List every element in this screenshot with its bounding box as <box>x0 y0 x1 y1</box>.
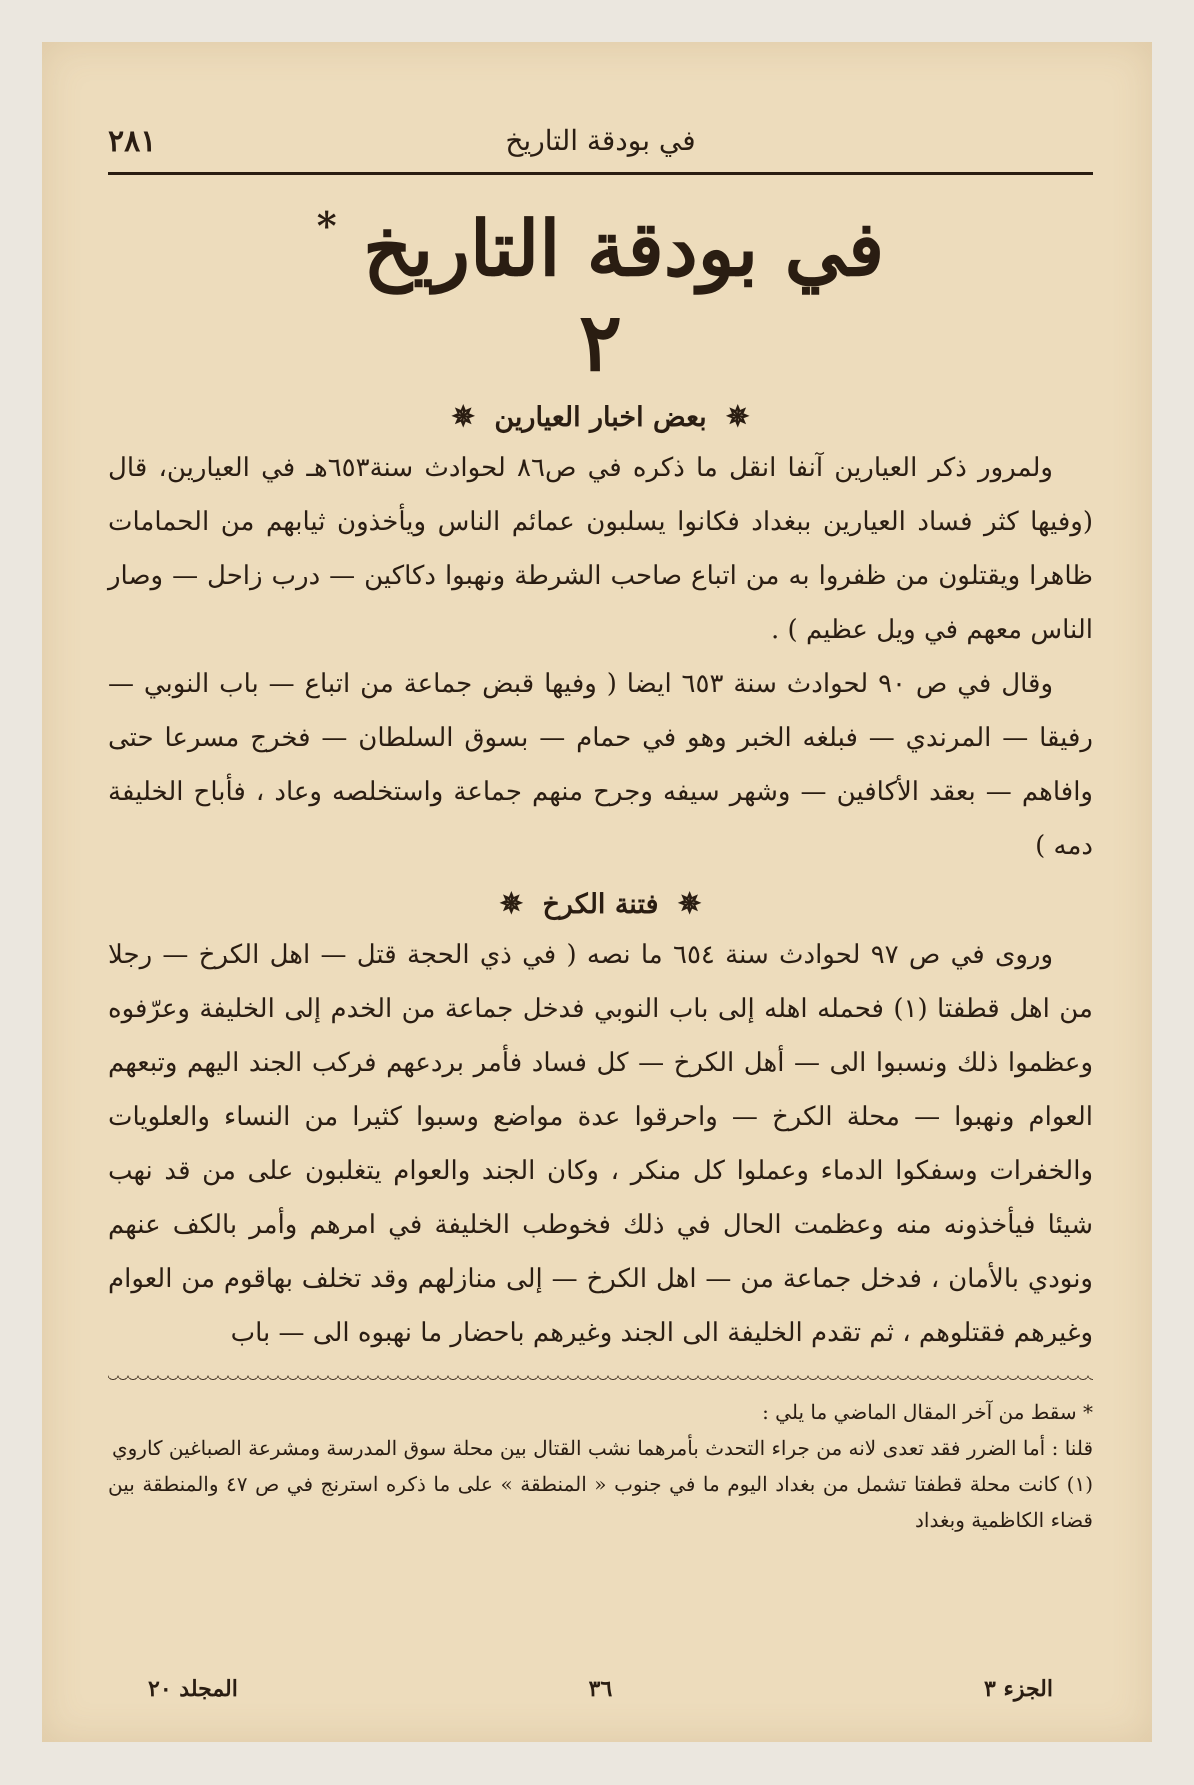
footer-page-number: ٣٦ <box>588 1676 613 1702</box>
section-heading-text: فتنة الكرخ <box>542 889 659 921</box>
footnote-divider <box>108 1374 1093 1384</box>
footer-volume: المجلد ٢٠ <box>148 1676 238 1702</box>
section-heading-karkh <box>108 887 1093 920</box>
article-part-number: ٢ <box>579 295 622 390</box>
title-footnote-mark: * <box>316 203 337 248</box>
section-heading-text: بعض اخبار العيارين <box>494 402 707 434</box>
paragraph: ولمرور ذكر العيارين آنفا انقل ما ذكره في ص٨٦ لحوادث سنة٦٥٣هـ في العيارين، قال (وفيها كثر فساد العيارين ببغداد فكانوا يسلبون عمائم الناس ويأخذون ثيابهم من الحمامات ظاهرا ويقتلون من ظفروا به من اتباع صاحب الشرطة ونهبوا دكاكين — درب زاحل — وصار الناس معهم في ويل عظيم ) . <box>108 453 1093 646</box>
footnote: (١) كانت محلة قطفتا تشمل من بغداد اليوم ما في جنوب « المنطقة » على ما ذكره استرنج في ص ٤٧ والمنطقة بين قضاء الكاظمية وبغداد <box>108 1472 1093 1533</box>
page-content <box>108 112 1093 1538</box>
ornament-icon: ✵ <box>726 400 750 434</box>
page-footer <box>108 1676 1093 1712</box>
ornament-icon: ✵ <box>677 887 702 921</box>
section-heading-ayyarin <box>108 400 1093 433</box>
article-title-text: في بودقة التاريخ <box>363 204 885 293</box>
paragraph: وقال في ص ٩٠ لحوادث سنة ٦٥٣ ايضا ( وفيها قبض جماعة من اتباع — باب النوبي — رفيقا — المرندي — فبلغه الخبر وهو في حمام — بسوق السلطان — فخرج مسرعا حتى وافاهم — بعقد الأكافين — وشهر سيفه وجرح منهم جماعة واستخلصه وعاد ، فأباح الخليفة دمه ) <box>108 669 1093 862</box>
running-head <box>108 112 1093 175</box>
page-sheet <box>42 42 1152 1742</box>
article-title <box>108 203 1093 294</box>
ornament-icon: ✵ <box>451 400 475 434</box>
ornament-icon: ✵ <box>499 887 524 921</box>
footnote: قلنا : أما الضرر فقد تعدى لانه من جراء التحدث بأمرهما نشب القتال بين محلة سوق المدرسة ومشرعة الصباغين كاروي <box>111 1436 1093 1461</box>
running-head-page-number: ٢٨١ <box>108 124 157 159</box>
running-head-title: في بودقة التاريخ <box>505 124 696 157</box>
footnote: * سقط من آخر المقال الماضي ما يلي : <box>762 1400 1093 1425</box>
paragraph: وروى في ص ٩٧ لحوادث سنة ٦٥٤ ما نصه ( في ذي الحجة قتل — اهل الكرخ — رجلا من اهل قطفتا (١) فحمله اهله إلى باب النوبي فدخل جماعة من الخدم إلى الخليفة وعرّفوه وعظموا ذلك ونسبوا الى — أهل الكرخ — كل فساد فأمر بردعهم فركب الجند اليهم وتبعهم العوام ونهبوا — محلة الكرخ — واحرقوا عدة مواضع وسبوا كثيرا من النساء والعلويات والخفرات وسفكوا الدماء وعملوا كل منكر ، وكان الجند والعوام يتغلبون على من قد نهب شيئا فيأخذونه منه وعظمت الحال في ذلك فخوطب الخليفة في امرهم وأمر بالكف عنهم ونودي بالأمان ، فدخل جماعة من — اهل الكرخ — إلى منازلهم وقد تخلف بهاقوم من العوام وغيرهم فقتلوهم ، ثم تقدم الخليفة الى الجند وغيرهم باحضار ما نهبوه الى — باب <box>108 940 1094 1349</box>
footer-part: الجزء ٣ <box>984 1676 1053 1702</box>
